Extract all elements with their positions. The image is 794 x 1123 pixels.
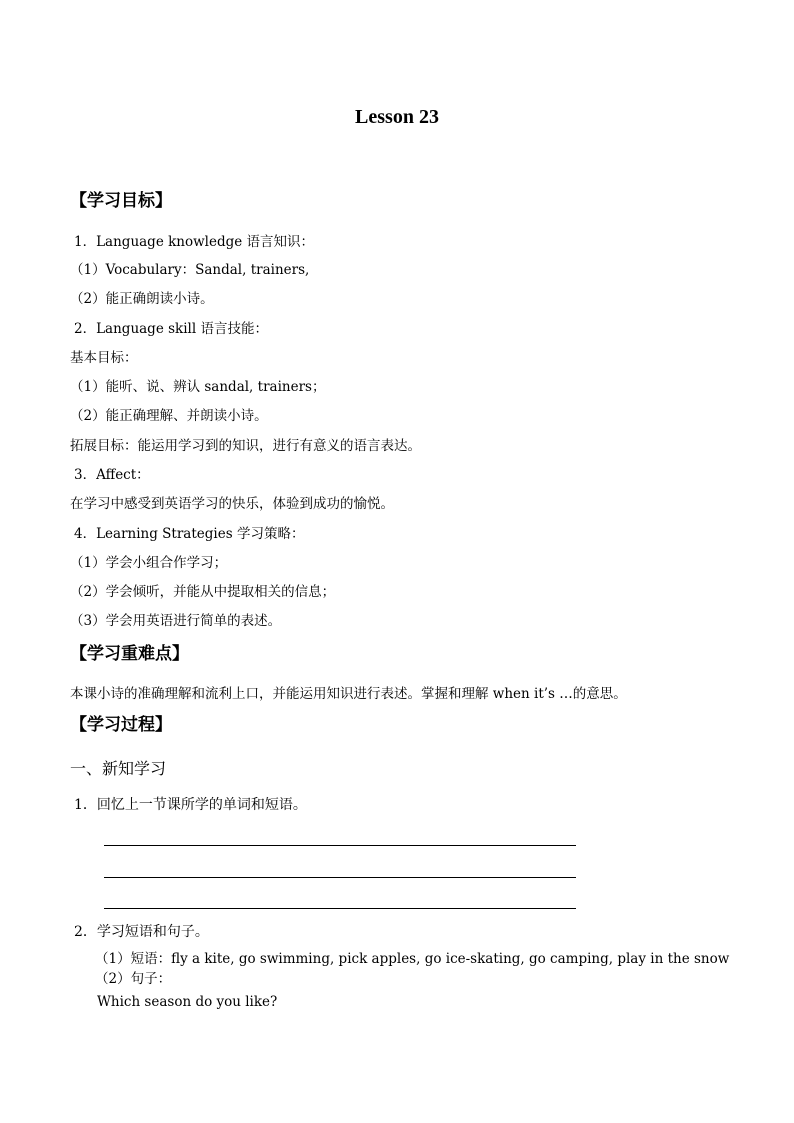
goal-line: （3）学会用英语进行简单的表述。 xyxy=(70,613,282,629)
phrases-line: （1）短语：fly a kite, go swimming, pick apples, go ice-skating, go camping, play in the snow xyxy=(95,951,730,967)
goal-line: 基本目标： xyxy=(70,350,138,366)
goal-line: 4．Learning Strategies 学习策略： xyxy=(74,526,305,542)
section-header-key-points: 【学习重难点】 xyxy=(70,644,189,664)
page-title: Lesson 23 xyxy=(355,106,439,128)
goal-line: 1．Language knowledge 语言知识： xyxy=(74,234,315,250)
goal-line: 拓展目标：能运用学习到的知识，进行有意义的语言表达。 xyxy=(70,438,421,454)
goal-line: （1）学会小组合作学习； xyxy=(70,555,228,571)
step-line: 2．学习短语和句子。 xyxy=(74,924,209,940)
goal-line: （2）能正确理解、并朗读小诗。 xyxy=(70,408,268,424)
part-heading: 一、新知学习 xyxy=(70,759,167,778)
sentences-label: （2）句子： xyxy=(95,971,172,987)
section-header-goals: 【学习目标】 xyxy=(70,191,172,211)
goal-line: （1）Vocabulary：Sandal, trainers, xyxy=(70,262,310,278)
goal-line: 3．Affect： xyxy=(74,467,150,483)
step-line: 1．回忆上一节课所学的单词和短语。 xyxy=(74,797,307,813)
answer-blank-line[interactable] xyxy=(104,845,576,846)
goal-line: 在学习中感受到英语学习的快乐，体验到成功的愉悦。 xyxy=(70,496,394,512)
sentence-line: Which season do you like? xyxy=(97,994,278,1010)
answer-blank-line[interactable] xyxy=(104,908,576,909)
key-points-text: 本课小诗的准确理解和流利上口，并能运用知识进行表述。掌握和理解 when it’s …的意思。 xyxy=(70,686,627,702)
goal-line: （2）能正确朗读小诗。 xyxy=(70,291,214,307)
goal-line: （1）能听、说、辨认 sandal, trainers； xyxy=(70,379,326,395)
section-header-process: 【学习过程】 xyxy=(70,715,172,735)
answer-blank-line[interactable] xyxy=(104,877,576,878)
goal-line: 2．Language skill 语言技能： xyxy=(74,321,268,337)
goal-line: （2）学会倾听，并能从中提取相关的信息； xyxy=(70,584,336,600)
